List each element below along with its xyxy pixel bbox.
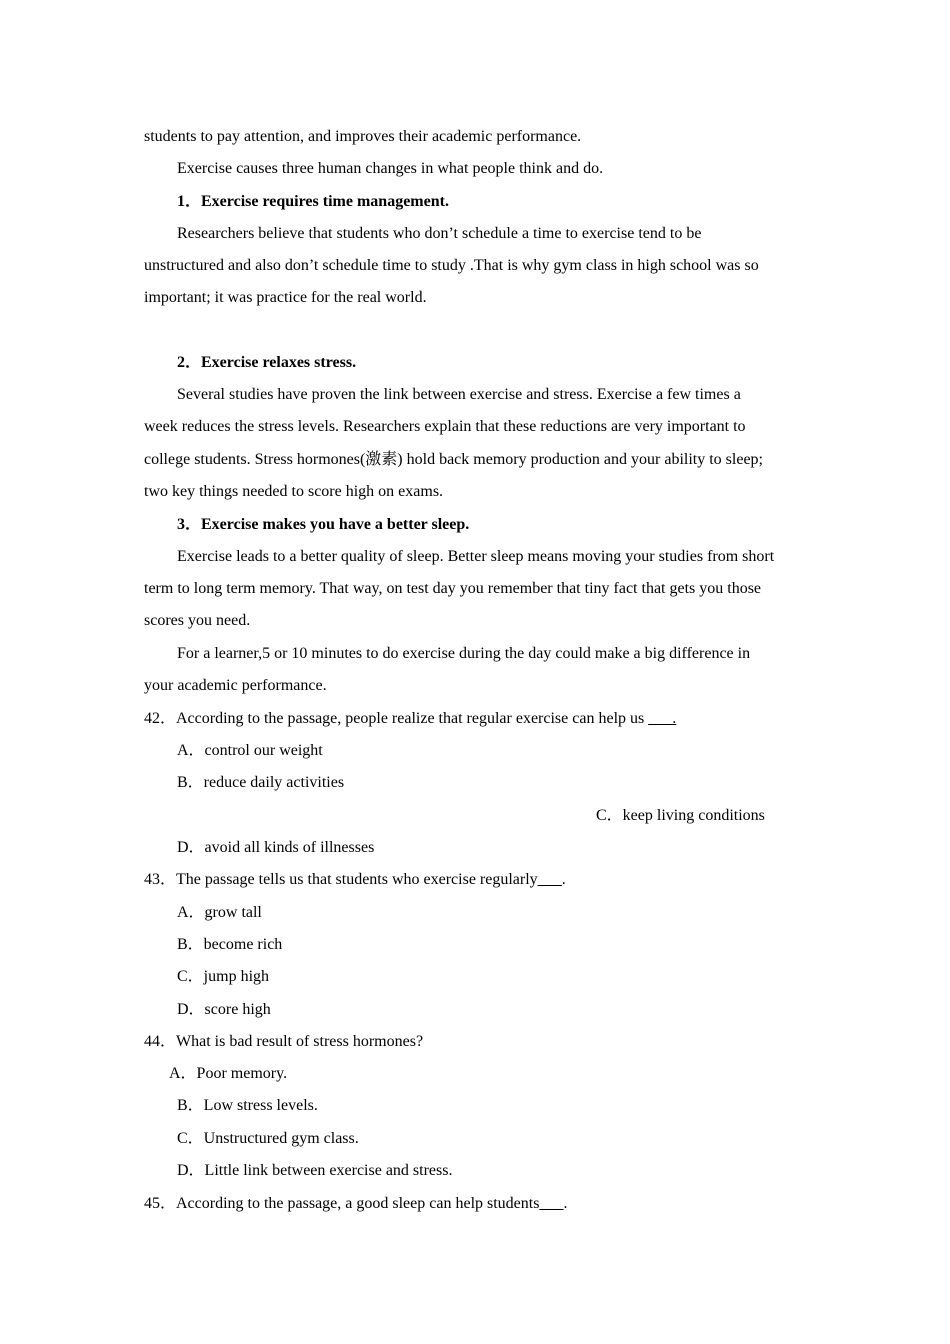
option-a: A．control our weight <box>177 742 323 759</box>
answer-blank: ___. <box>648 710 677 727</box>
option-b: B．Low stress levels. <box>177 1097 318 1114</box>
point2-line: week reduces the stress levels. Researchers explain that these reductions are very important to <box>144 418 746 435</box>
option-c: C．jump high <box>177 968 270 985</box>
question-stem: 45．According to the passage, a good sleep can help students <box>144 1195 540 1212</box>
option-d: D．avoid all kinds of illnesses <box>177 839 375 856</box>
answer-blank: ___ <box>537 871 562 888</box>
question-end: . <box>561 871 566 888</box>
question-42 <box>144 709 676 729</box>
point2-line: two key things needed to score high on exams. <box>144 483 444 500</box>
question-43 <box>144 870 566 890</box>
conclusion-line: your academic performance. <box>144 677 327 694</box>
point2-heading: 2．Exercise relaxes stress. <box>177 354 357 371</box>
option-d: D．score high <box>177 1001 271 1018</box>
option-c: C．Unstructured gym class. <box>177 1130 359 1147</box>
point1-line: unstructured and also don’t schedule time to study .That is why gym class in high school was so <box>144 257 759 274</box>
point1-line: important; it was practice for the real world. <box>144 289 427 306</box>
point3-line: term to long term memory. That way, on test day you remember that tiny fact that gets you those <box>144 580 762 597</box>
point3-line: scores you need. <box>144 612 251 629</box>
point1-line: Researchers believe that students who don’t schedule a time to exercise tend to be <box>177 225 702 242</box>
conclusion-line: For a learner,5 or 10 minutes to do exercise during the day could make a big difference in <box>177 645 751 662</box>
point3-heading: 3．Exercise makes you have a better sleep. <box>177 516 470 533</box>
point1-heading: 1．Exercise requires time management. <box>177 193 449 210</box>
option-a: A．Poor memory. <box>169 1065 288 1082</box>
point2-line: Several studies have proven the link between exercise and stress. Exercise a few times a <box>177 386 741 403</box>
question-45 <box>144 1194 567 1214</box>
passage-intro-tail: students to pay attention, and improves their academic performance. <box>144 128 582 145</box>
question-44: 44．What is bad result of stress hormones? <box>144 1033 424 1050</box>
option-b: B．reduce daily activities <box>177 774 345 791</box>
option-a: A．grow tall <box>177 904 262 921</box>
option-c: C．keep living conditions <box>596 807 765 824</box>
answer-blank: ___ <box>539 1195 564 1212</box>
question-end: . <box>563 1195 568 1212</box>
question-stem: 43．The passage tells us that students who exercise regularly <box>144 871 538 888</box>
option-b: B．become rich <box>177 936 283 953</box>
passage-changes-intro: Exercise causes three human changes in what people think and do. <box>177 160 604 177</box>
point2-line: college students. Stress hormones(激素) hold back memory production and your ability to sleep; <box>144 451 763 468</box>
point3-line: Exercise leads to a better quality of sleep. Better sleep means moving your studies from short <box>177 548 775 565</box>
question-stem: 42．According to the passage, people realize that regular exercise can help us <box>144 710 649 727</box>
option-d: D．Little link between exercise and stress. <box>177 1162 453 1179</box>
